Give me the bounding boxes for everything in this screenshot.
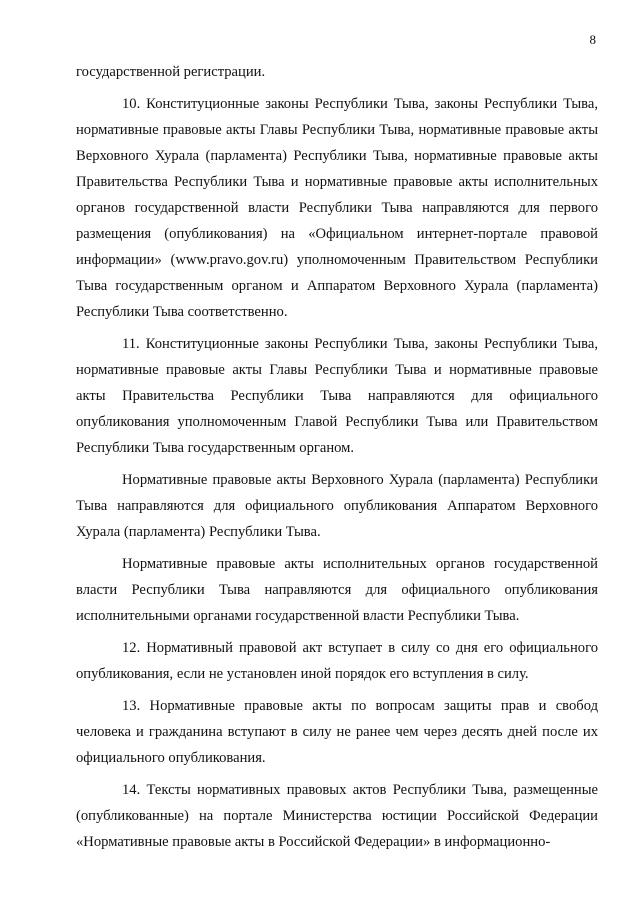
paragraph-continuation: государственной регистрации. [76, 64, 266, 80]
paragraph-item-14: 14. Тексты нормативных правовых актов Республики Тыва, размещенные (опубликованные) на портале Министерства юстиции Российской Федерации «Нормативные правовые акты в Российской Федерации» в информационно- [76, 782, 598, 850]
paragraph-item-10: 10. Конституционные законы Республики Тыва, законы Республики Тыва, нормативные правовые акты Главы Республики Тыва, нормативные правовые акты Верховного Хурала (парламента) Республики Тыва, нормативные правовые акты Правительства Республики Тыва и нормативные правовые акты исполнительных органов государственной власти Республики Тыва направляются для первого размещения (опубликования) на «Официальном интернет-портале правовой информации» (www.pravo.gov.ru) уполномоченным Правительством Республики Тыва государственным органом и Аппаратом Верховного Хурала (парламента) Республики Тыва соответственно. [76, 96, 598, 320]
paragraph-item-12: 12. Нормативный правовой акт вступает в силу со дня его официального опубликования, если не установлен иной порядок его вступления в силу. [76, 640, 598, 682]
paragraph-item-11-parliament: Нормативные правовые акты Верховного Хурала (парламента) Республики Тыва направляются для официального опубликования Аппаратом Верховного Хурала (парламента) Республики Тыва. [76, 472, 598, 540]
paragraph-item-11-executive: Нормативные правовые акты исполнительных органов государственной власти Республики Тыва направляются для официального опубликования исполнительными органами государственной власти Республики Тыва. [76, 556, 598, 624]
paragraph-item-13: 13. Нормативные правовые акты по вопросам защиты прав и свобод человека и гражданина вступают в силу не ранее чем через десять дней после их официального опубликования. [76, 698, 598, 766]
paragraph-item-11: 11. Конституционные законы Республики Тыва, законы Республики Тыва, нормативные правовые акты Главы Республики Тыва и нормативные правовые акты Правительства Республики Тыва направляются для официального опубликования уполномоченным Главой Республики Тыва или Правительством Республики Тыва государственным органом. [76, 336, 598, 456]
document-body [76, 59, 598, 855]
page-number: 8 [589, 32, 596, 47]
